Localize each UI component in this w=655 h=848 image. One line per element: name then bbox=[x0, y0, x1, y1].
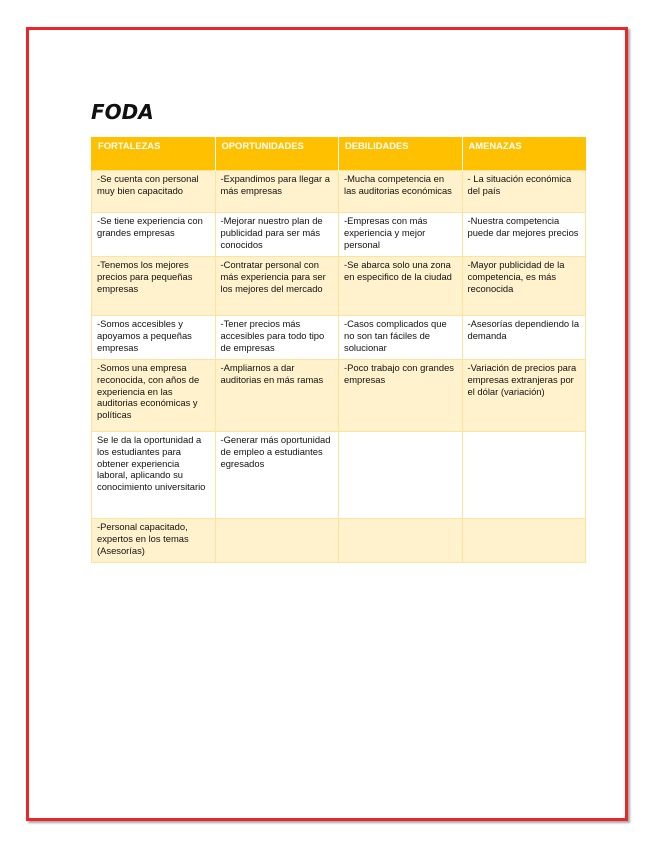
table-cell: -Se cuenta con personal muy bien capacitado bbox=[92, 171, 216, 213]
header-oportunidades: OPORTUNIDADES bbox=[215, 137, 339, 171]
table-cell: -Poco trabajo con grandes empresas bbox=[339, 360, 463, 432]
table-cell: -Variación de precios para empresas extranjeras por el dólar (variación) bbox=[462, 360, 586, 432]
table-cell: Se le da la oportunidad a los estudiantes para obtener experiencia laboral, aplicando su conocimiento universitario bbox=[92, 432, 216, 519]
table-cell: -Contratar personal con más experiencia para ser los mejores del mercado bbox=[215, 257, 339, 316]
table-cell: -Ampliarnos a dar auditorias en más ramas bbox=[215, 360, 339, 432]
table-row bbox=[92, 213, 586, 257]
table-cell: -Expandimos para llegar a más empresas bbox=[215, 171, 339, 213]
header-row bbox=[92, 137, 586, 171]
header-amenazas: AMENAZAS bbox=[462, 137, 586, 171]
header-debilidades: DEBILIDADES bbox=[339, 137, 463, 171]
table-cell: -Personal capacitado, expertos en los temas (Asesorías) bbox=[92, 519, 216, 563]
table-cell: -Tenemos los mejores precios para pequeñas empresas bbox=[92, 257, 216, 316]
table-row bbox=[92, 519, 586, 563]
table-cell bbox=[339, 519, 463, 563]
table-cell bbox=[462, 432, 586, 519]
table-cell bbox=[462, 519, 586, 563]
table-cell bbox=[215, 519, 339, 563]
document-title: FODA bbox=[91, 100, 154, 124]
table-cell: -Tener precios más accesibles para todo tipo de empresas bbox=[215, 316, 339, 360]
table-cell: -Mucha competencia en las auditorias económicas bbox=[339, 171, 463, 213]
table-cell: -Casos complicados que no son tan fáciles de solucionar bbox=[339, 316, 463, 360]
table-row bbox=[92, 257, 586, 316]
table-cell: -Asesorías dependiendo la demanda bbox=[462, 316, 586, 360]
table-cell: -Generar más oportunidad de empleo a estudiantes egresados bbox=[215, 432, 339, 519]
table-cell: -Somos accesibles y apoyamos a pequeñas empresas bbox=[92, 316, 216, 360]
table-cell: -Se abarca solo una zona en especifico de la ciudad bbox=[339, 257, 463, 316]
table-cell: -Mejorar nuestro plan de publicidad para ser más conocidos bbox=[215, 213, 339, 257]
table-cell: -Nuestra competencia puede dar mejores precios bbox=[462, 213, 586, 257]
table-row bbox=[92, 360, 586, 432]
table-cell: -Se tiene experiencia con grandes empresas bbox=[92, 213, 216, 257]
header-fortalezas: FORTALEZAS bbox=[92, 137, 216, 171]
foda-table bbox=[91, 137, 586, 563]
table-cell: -Mayor publicidad de la competencia, es más reconocida bbox=[462, 257, 586, 316]
table-row bbox=[92, 316, 586, 360]
table-row bbox=[92, 171, 586, 213]
table-cell bbox=[339, 432, 463, 519]
table-row bbox=[92, 432, 586, 519]
table-cell: - La situación económica del país bbox=[462, 171, 586, 213]
table-cell: -Empresas con más experiencia y mejor personal bbox=[339, 213, 463, 257]
table-cell: -Somos una empresa reconocida, con años de experiencia en las auditorias económicas y políticas bbox=[92, 360, 216, 432]
